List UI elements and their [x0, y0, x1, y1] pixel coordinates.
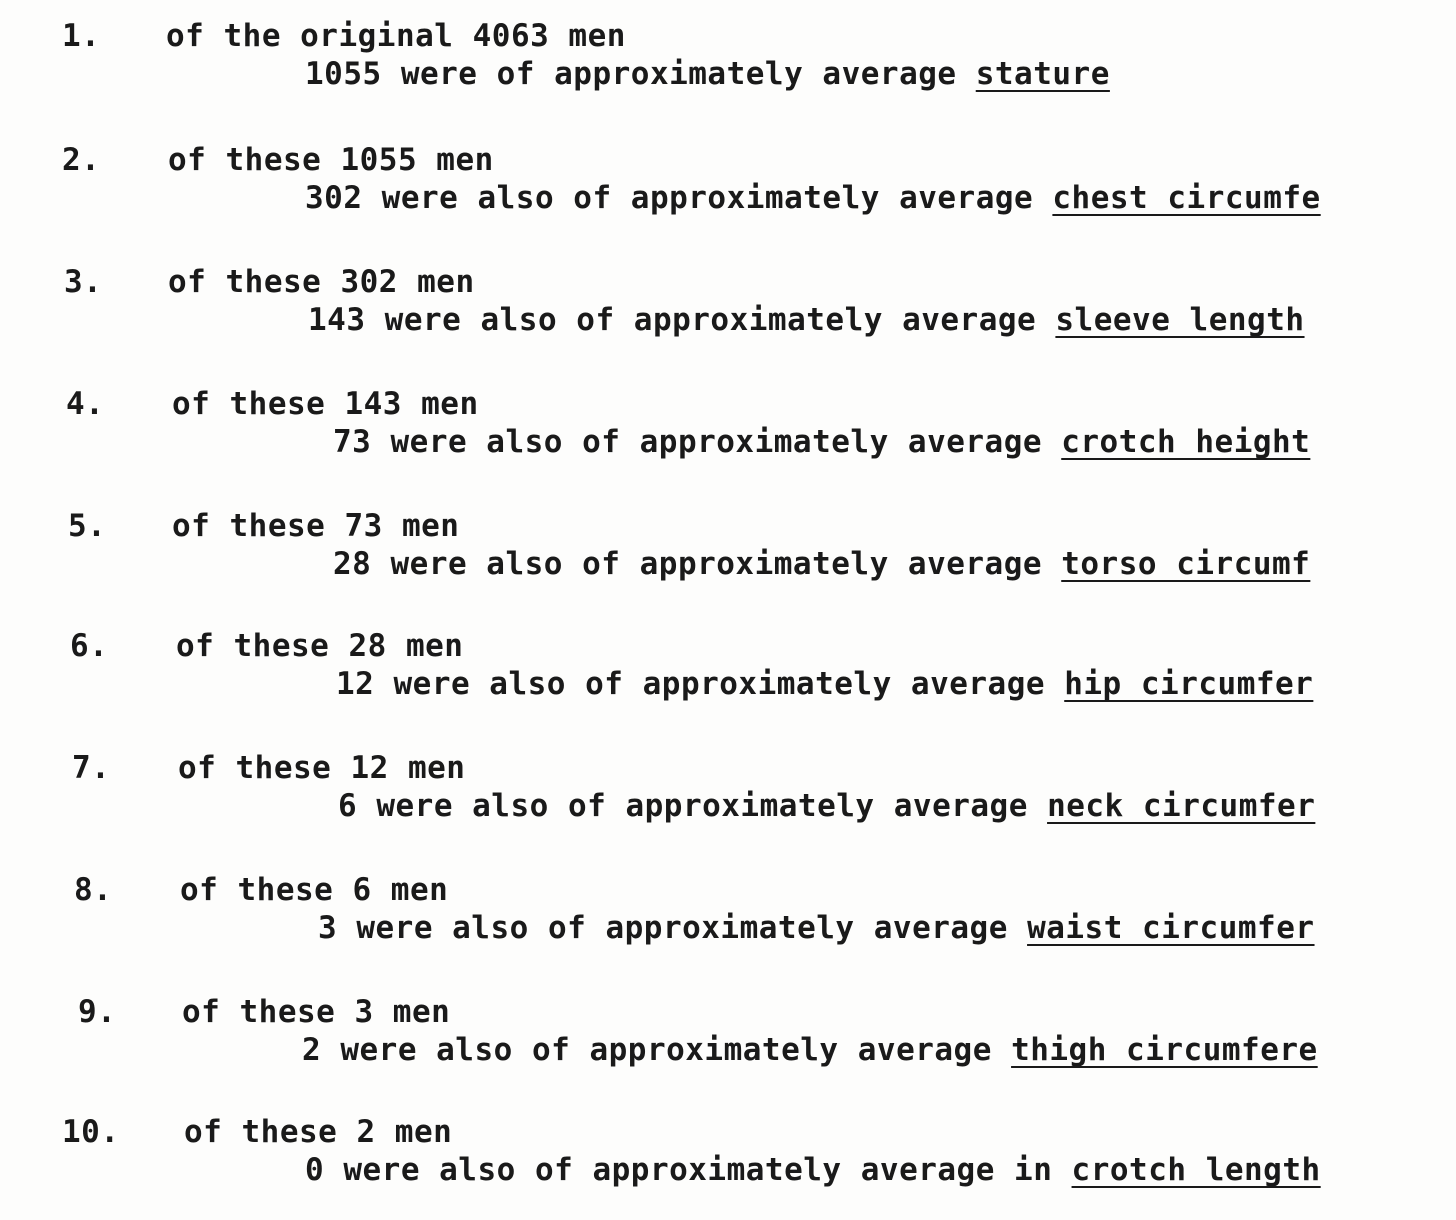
list-item — [0, 246, 1456, 356]
item-number: 6. — [70, 628, 109, 664]
item-detail-line — [338, 788, 1375, 824]
detail-text: 12 were also of approximately average — [336, 666, 1065, 702]
item-detail-line — [305, 56, 1175, 92]
list-item — [0, 490, 1456, 600]
item-number: 1. — [62, 18, 101, 54]
detail-text: 0 were also of approximately average in — [305, 1152, 1072, 1188]
item-detail-line — [305, 180, 1375, 216]
detail-text: 73 were also of approximately average — [333, 424, 1062, 460]
item-lead-line: of these 143 men — [172, 386, 479, 422]
measure-name: chest circumfe — [1052, 180, 1321, 216]
detail-text: 3 were also of approximately average — [318, 910, 1028, 946]
item-lead-line: of these 2 men — [184, 1114, 453, 1150]
list-item — [0, 0, 1456, 110]
item-detail-line — [318, 910, 1375, 946]
item-lead-line: of these 73 men — [172, 508, 460, 544]
measure-name: hip circumfer — [1064, 666, 1314, 702]
detail-text: 1055 were of approximately average — [305, 56, 976, 92]
item-number: 7. — [72, 750, 111, 786]
item-detail-line — [336, 666, 1375, 702]
item-lead-line: of these 3 men — [182, 994, 451, 1030]
detail-text: 143 were also of approximately average — [308, 302, 1056, 338]
measure-name: stature — [975, 56, 1110, 92]
item-number: 9. — [78, 994, 117, 1030]
list-item — [0, 732, 1456, 842]
detail-text: 28 were also of approximately average — [333, 546, 1062, 582]
list-item — [0, 1096, 1456, 1206]
item-lead-line: of these 28 men — [176, 628, 464, 664]
list-item — [0, 124, 1456, 234]
item-detail-line — [333, 424, 1375, 460]
detail-text: 6 were also of approximately average — [338, 788, 1048, 824]
list-item — [0, 854, 1456, 964]
item-number: 8. — [74, 872, 113, 908]
item-number: 4. — [66, 386, 105, 422]
measure-name: crotch length — [1071, 1152, 1321, 1188]
item-number: 5. — [68, 508, 107, 544]
measure-name: thigh circumfere — [1011, 1032, 1318, 1068]
item-lead-line: of these 302 men — [168, 264, 475, 300]
item-lead-line: of these 12 men — [178, 750, 466, 786]
measure-name: sleeve length — [1055, 302, 1305, 338]
measure-name: waist circumfer — [1027, 910, 1315, 946]
list-item — [0, 610, 1456, 720]
list-item — [0, 976, 1456, 1086]
measure-name: neck circumfer — [1047, 788, 1316, 824]
item-detail-line — [302, 1032, 1375, 1068]
item-lead-line: of these 6 men — [180, 872, 449, 908]
item-lead-line: of these 1055 men — [168, 142, 494, 178]
item-number: 3. — [64, 264, 103, 300]
item-lead-line: of the original 4063 men — [166, 18, 626, 54]
item-number: 2. — [62, 142, 101, 178]
item-detail-line — [333, 546, 1375, 582]
detail-text: 302 were also of approximately average — [305, 180, 1053, 216]
item-detail-line — [308, 302, 1375, 338]
item-number: 10. — [62, 1114, 120, 1150]
detail-text: 2 were also of approximately average — [302, 1032, 1012, 1068]
item-detail-line — [305, 1152, 1375, 1188]
measure-name: torso circumf — [1061, 546, 1311, 582]
list-item — [0, 368, 1456, 478]
measure-name: crotch height — [1061, 424, 1311, 460]
